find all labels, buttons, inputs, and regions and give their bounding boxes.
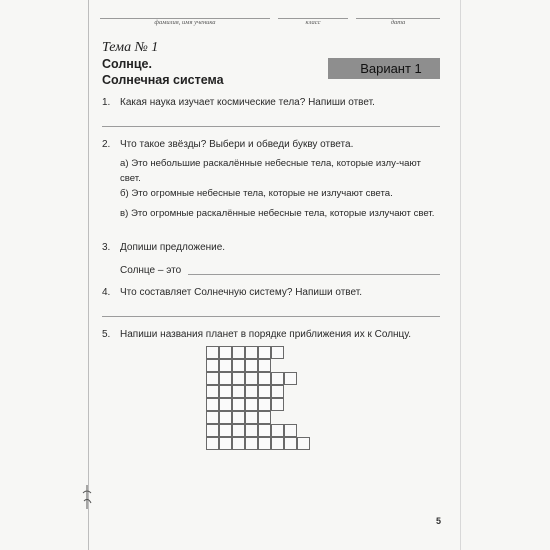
grid-cell[interactable] <box>219 346 232 359</box>
question-number: 5. <box>102 329 111 340</box>
student-header <box>100 19 440 34</box>
grid-cell[interactable] <box>245 359 258 372</box>
sentence-prompt: Солнце – это <box>120 265 182 276</box>
grid-cell[interactable] <box>232 359 245 372</box>
grid-cell[interactable] <box>219 437 232 450</box>
variant-label: Вариант 1 <box>360 61 422 76</box>
answer-line-1[interactable] <box>102 126 440 127</box>
grid-cell[interactable] <box>284 372 297 385</box>
grid-cell[interactable] <box>232 411 245 424</box>
question-number: 2. <box>102 139 111 150</box>
grid-cell[interactable] <box>232 398 245 411</box>
question-number: 1. <box>102 97 111 108</box>
grid-cell[interactable] <box>232 437 245 450</box>
topic-label: Тема № 1 <box>102 40 159 55</box>
grid-cell[interactable] <box>297 437 310 450</box>
grid-cell[interactable] <box>258 372 271 385</box>
question-text: Напиши названия планет в порядке приближения их к Солнцу. <box>120 329 412 340</box>
grid-cell[interactable] <box>258 359 271 372</box>
grid-cell[interactable] <box>219 359 232 372</box>
grid-cell[interactable] <box>245 398 258 411</box>
grid-cell[interactable] <box>245 437 258 450</box>
grid-cell[interactable] <box>206 398 219 411</box>
grid-cell[interactable] <box>219 385 232 398</box>
grid-cell[interactable] <box>284 437 297 450</box>
student-name-field[interactable]: фамилия, имя ученика <box>100 19 270 27</box>
class-field[interactable]: класс <box>278 19 348 27</box>
question-4 <box>102 286 362 299</box>
grid-cell[interactable] <box>232 346 245 359</box>
option-c[interactable]: в) Это огромные раскалённые небесные тела, которые излучают свет. <box>120 208 435 219</box>
topic-title-line-2: Солнечная система <box>102 73 224 87</box>
grid-cell[interactable] <box>258 385 271 398</box>
grid-cell[interactable] <box>206 385 219 398</box>
question-number: 4. <box>102 287 111 298</box>
grid-cell[interactable] <box>271 437 284 450</box>
grid-cell[interactable] <box>206 424 219 437</box>
question-text: Что такое звёзды? Выбери и обведи букву ответа. <box>120 139 354 150</box>
question-2 <box>102 138 353 151</box>
grid-cell[interactable] <box>258 346 271 359</box>
topic-title <box>102 56 272 88</box>
grid-cell[interactable] <box>232 385 245 398</box>
date-field[interactable]: дата <box>356 19 440 27</box>
answer-line-4[interactable] <box>102 316 440 317</box>
grid-cell[interactable] <box>245 411 258 424</box>
grid-cell[interactable] <box>232 372 245 385</box>
grid-cell[interactable] <box>206 372 219 385</box>
binding-line <box>88 0 89 550</box>
sentence-fill-line[interactable] <box>188 274 440 275</box>
variant-badge <box>328 58 440 79</box>
question-text: Что составляет Солнечную систему? Напиши ответ. <box>120 287 362 298</box>
topic-title-line-1: Солнце. <box>102 57 152 71</box>
grid-cell[interactable] <box>271 346 284 359</box>
grid-cell[interactable] <box>245 385 258 398</box>
grid-cell[interactable] <box>206 346 219 359</box>
grid-cell[interactable] <box>258 411 271 424</box>
question-5 <box>102 328 411 341</box>
grid-cell[interactable] <box>271 385 284 398</box>
question-text: Какая наука изучает космические тела? Напиши ответ. <box>120 97 375 108</box>
page-number: 5 <box>436 516 442 526</box>
question-number: 3. <box>102 242 111 253</box>
grid-cell[interactable] <box>271 424 284 437</box>
grid-cell[interactable] <box>232 424 245 437</box>
grid-cell[interactable] <box>271 398 284 411</box>
grid-cell[interactable] <box>219 398 232 411</box>
option-b[interactable]: б) Это огромные небесные тела, которые не излучают света. <box>120 188 393 199</box>
grid-cell[interactable] <box>219 411 232 424</box>
page-edge <box>460 0 461 550</box>
grid-cell[interactable] <box>206 411 219 424</box>
pen-mark-icon <box>80 483 94 511</box>
grid-cell[interactable] <box>219 424 232 437</box>
grid-cell[interactable] <box>284 424 297 437</box>
question-1 <box>102 96 375 109</box>
grid-cell[interactable] <box>271 372 284 385</box>
grid-cell[interactable] <box>245 424 258 437</box>
grid-cell[interactable] <box>219 372 232 385</box>
grid-cell[interactable] <box>258 424 271 437</box>
grid-cell[interactable] <box>258 398 271 411</box>
grid-cell[interactable] <box>245 346 258 359</box>
grid-cell[interactable] <box>258 437 271 450</box>
grid-cell[interactable] <box>245 372 258 385</box>
question-text: Допиши предложение. <box>120 242 226 253</box>
grid-cell[interactable] <box>206 437 219 450</box>
option-a[interactable]: а) Это небольшие раскалённые небесные тела, которые излу-чают свет. <box>120 158 421 184</box>
question-3 <box>102 241 225 254</box>
grid-cell[interactable] <box>206 359 219 372</box>
